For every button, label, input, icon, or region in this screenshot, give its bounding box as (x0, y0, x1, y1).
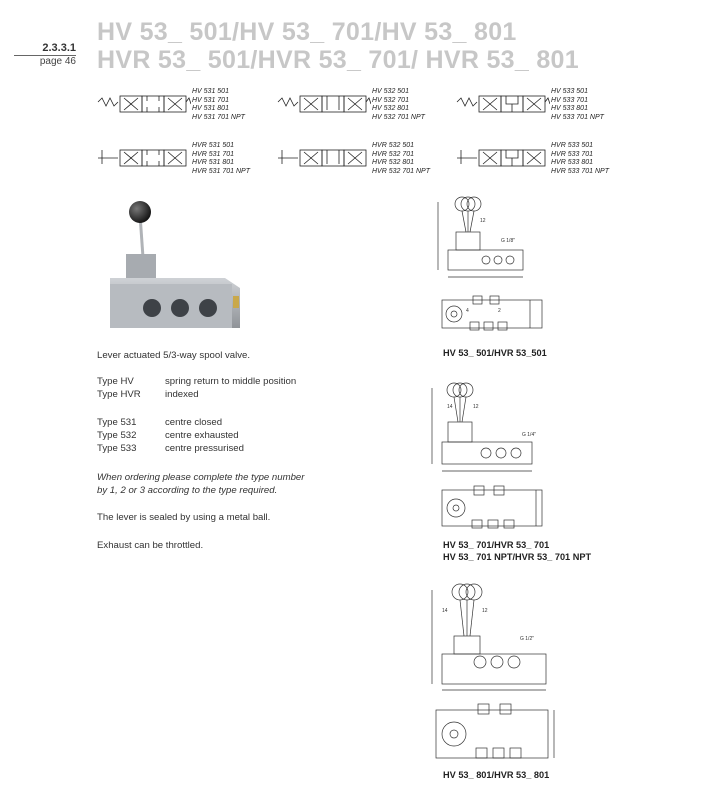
valve-symbol-hv531 (96, 88, 191, 122)
type-hv-row: Type HV spring return to middle position (97, 376, 297, 387)
drawing-801-port: G 1/2" (520, 636, 535, 642)
section-number: 2.3.3.1 (42, 42, 76, 54)
drawing-701-caption-line-1: HV 53_ 701/HVR 53_ 701 (443, 540, 550, 550)
drawing-801-label-12: 12 (482, 608, 488, 614)
drawing-501-port: G 1/8" (501, 238, 516, 244)
ordering-note-line-1: When ordering please complete the type number (97, 472, 305, 483)
valve-symbol-hv532 (276, 88, 371, 122)
type-531-row: Type 531 centre closed (97, 417, 223, 428)
sealed-note: The lever is sealed by using a metal ball. (97, 512, 271, 523)
valve-symbol-hv533 (455, 88, 550, 122)
type-532-row: Type 532 centre exhausted (97, 430, 239, 441)
symbol-codes-hv531: HV 531 501 HV 531 701 HV 531 801 HV 531 701 NPT (192, 88, 245, 121)
valve-symbol-hvr533 (455, 142, 550, 176)
symbol-codes-hv533: HV 533 501 HV 533 701 HV 533 801 HV 533 701 NPT (551, 88, 604, 121)
drawing-501 (418, 192, 553, 342)
drawing-501-label-2: 2 (498, 308, 501, 314)
symbol-codes-hv532: HV 532 501 HV 532 701 HV 532 801 HV 532 701 NPT (372, 88, 425, 121)
drawing-801 (418, 576, 568, 768)
valve-product-photo (100, 196, 250, 336)
drawing-501-label-12: 12 (480, 218, 486, 224)
symbol-codes-hvr531: HVR 531 501 HVR 531 701 HVR 531 801 HVR 531 701 NPT (192, 142, 250, 175)
drawing-501-caption: HV 53_ 501/HVR 53_501 (443, 348, 547, 358)
symbol-codes-hvr532: HVR 532 501 HVR 532 701 HVR 532 801 HVR 532 701 NPT (372, 142, 430, 175)
drawing-701-port: G 1/4" (522, 432, 537, 438)
valve-symbol-hvr531 (96, 142, 191, 176)
drawing-701 (418, 378, 553, 538)
symbol-codes-hvr533: HVR 533 501 HVR 533 701 HVR 533 801 HVR 533 701 NPT (551, 142, 609, 175)
exhaust-note: Exhaust can be throttled. (97, 540, 204, 551)
drawing-701-label-14: 14 (447, 404, 453, 410)
intro-text: Lever actuated 5/3-way spool valve. (97, 350, 251, 361)
drawing-801-caption: HV 53_ 801/HVR 53_ 801 (443, 770, 550, 780)
valve-symbol-hvr532 (276, 142, 371, 176)
drawing-801-label-14: 14 (442, 608, 448, 614)
page-number: page 46 (39, 56, 76, 67)
drawing-701-label-12: 12 (473, 404, 479, 410)
ordering-note-line-2: by 1, 2 or 3 according to the type required. (97, 485, 278, 496)
type-533-row: Type 533 centre pressurised (97, 443, 244, 454)
type-hvr-row: Type HVR indexed (97, 389, 199, 400)
drawing-501-label-4: 4 (466, 308, 469, 314)
drawing-701-caption-line-2: HV 53_ 701 NPT/HVR 53_ 701 NPT (443, 552, 592, 562)
page-title-line-2: HVR 53_ 501/HVR 53_ 701/ HVR 53_ 801 (97, 46, 579, 74)
page-title-line-1: HV 53_ 501/HV 53_ 701/HV 53_ 801 (97, 18, 517, 46)
